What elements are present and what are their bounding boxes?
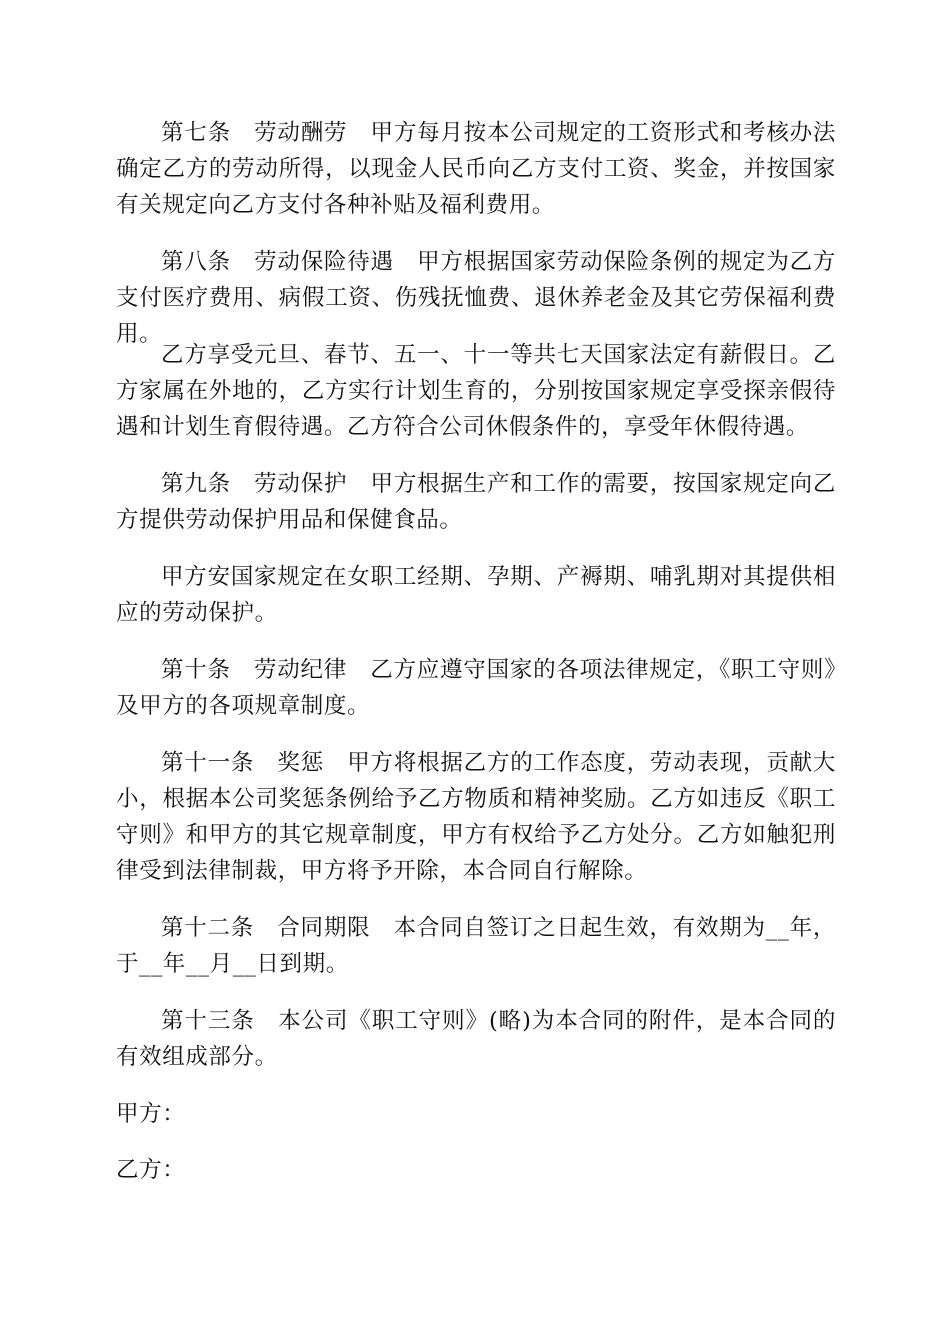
party-a-signature-label: 甲方： — [116, 1101, 186, 1127]
article-8-paragraph: 第八条 劳动保险待遇 甲方根据国家劳动保险条例的规定为乙方支付医疗费用、病假工资、伤残抚恤费、退休养老金及其它劳保福利费用。 — [116, 249, 836, 347]
article-7-paragraph: 第七条 劳动酬劳 甲方每月按本公司规定的工资形式和考核办法确定乙方的劳动所得，以现金人民币向乙方支付工资、奖金，并按国家有关规定向乙方支付各种补贴及福利费用。 — [116, 120, 836, 218]
female-protection-paragraph: 甲方安国家规定在女职工经期、孕期、产褥期、哺乳期对其提供相应的劳动保护。 — [116, 564, 836, 626]
article-13-paragraph: 第十三条 本公司《职工守则》(略)为本合同的附件，是本合同的有效组成部分。 — [116, 1008, 836, 1070]
holiday-paragraph: 乙方享受元旦、春节、五一、十一等共七天国家法定有薪假日。乙方家属在外地的，乙方实行计划生育的，分别按国家规定享受探亲假待遇和计划生育假待遇。乙方符合公司休假条件的，享受年休假待遇。 — [116, 342, 836, 440]
article-12-paragraph: 第十二条 合同期限 本合同自签订之日起生效，有效期为__年，于__年__月__日到期。 — [116, 915, 836, 977]
article-10-paragraph: 第十条 劳动纪律 乙方应遵守国家的各项法律规定，《职工守则》及甲方的各项规章制度。 — [116, 657, 836, 719]
article-9-paragraph: 第九条 劳动保护 甲方根据生产和工作的需要，按国家规定向乙方提供劳动保护用品和保健食品。 — [116, 471, 836, 533]
article-11-paragraph: 第十一条 奖惩 甲方将根据乙方的工作态度，劳动表现，贡献大小，根据本公司奖惩条例给予乙方物质和精神奖励。乙方如违反《职工守则》和甲方的其它规章制度，甲方有权给予乙方处分。乙方如触犯刑律受到法律制裁，甲方将予开除，本合同自行解除。 — [116, 750, 836, 884]
party-b-signature-label: 乙方： — [116, 1157, 186, 1183]
